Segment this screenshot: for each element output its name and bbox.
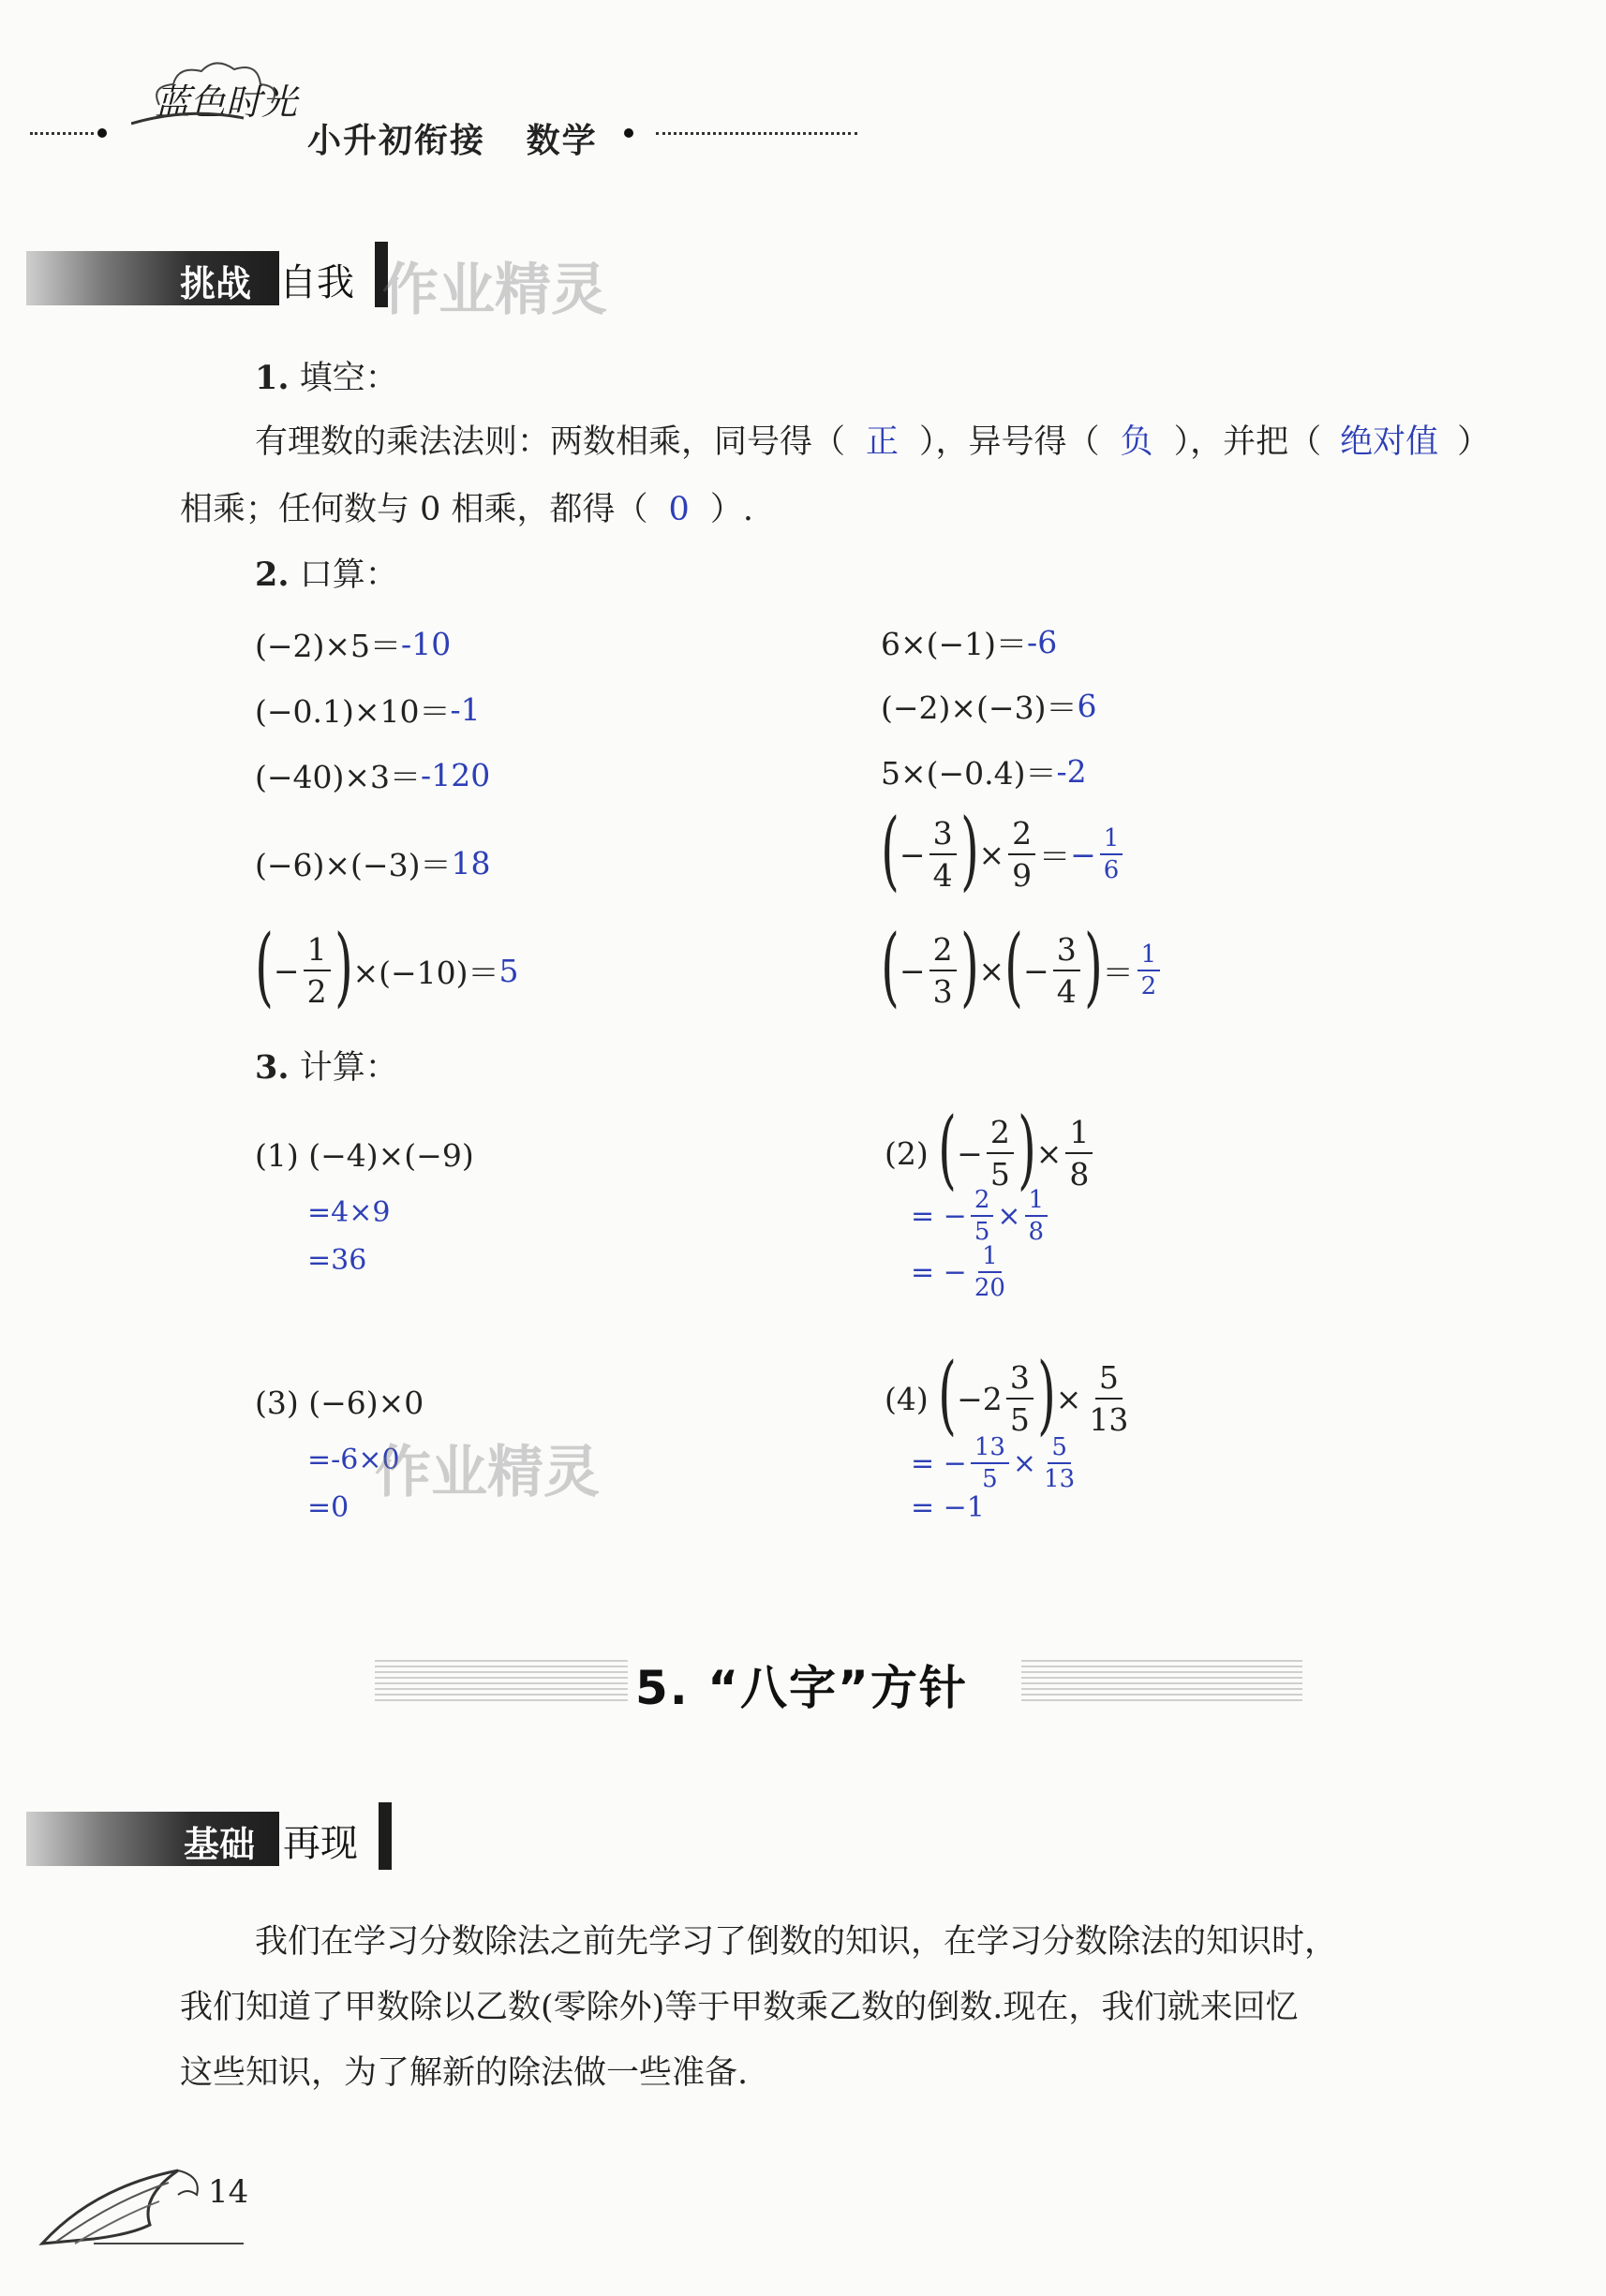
fraction — [1025, 1188, 1048, 1244]
q1-text-1: 有理数的乘法法则：两数相乘，同号得（ — [255, 423, 846, 461]
fraction — [1085, 1359, 1132, 1438]
section-title-strong: 挑战 — [180, 263, 252, 304]
q2-answer: -1 — [450, 691, 481, 728]
q2-expr: (−40)×3＝ — [255, 759, 422, 795]
problem-expr: (−6)×0 — [308, 1385, 424, 1421]
problem-number: (4) — [885, 1380, 929, 1417]
paren-close: ) — [1017, 1099, 1036, 1199]
fraction — [1040, 1435, 1078, 1491]
q2-expr: 5×(−0.4)＝ — [881, 755, 1057, 792]
q1-label: 1. — [255, 359, 290, 397]
frac-num: 1 — [978, 1244, 1002, 1273]
section-bar-end — [379, 1802, 392, 1870]
fraction — [929, 931, 957, 1010]
q2-right-row-3 — [881, 749, 1087, 793]
fraction — [1138, 942, 1161, 999]
frac-den: 6 — [1103, 856, 1120, 884]
q2-answer: 6 — [1077, 688, 1097, 724]
frac-num: 2 — [987, 1117, 1014, 1154]
frac-den: 3 — [932, 973, 953, 1010]
fraction — [971, 1188, 994, 1244]
frac-num: 1 — [1100, 826, 1123, 855]
section-title-strong: 基础 — [184, 1824, 256, 1865]
q3-p3-step-1: =-6×0 — [307, 1444, 400, 1476]
problem-number: (2) — [885, 1134, 929, 1172]
fraction — [1065, 1114, 1093, 1192]
q3-problem-3 — [255, 1385, 424, 1421]
q3-problem-1 — [255, 1137, 474, 1174]
frac-num: 1 — [1025, 1188, 1048, 1217]
q3-p2-step-2: = − $\frac{1}{20}$ — [911, 1244, 1013, 1300]
chapter-title: 5. “八字”方针 — [635, 1661, 968, 1715]
q2-expr: (−2)×(−3)＝ — [881, 689, 1078, 726]
q3-p3-step-2: =0 — [307, 1491, 349, 1524]
paren-close: ) — [959, 916, 979, 1016]
frac-num: 1 — [1065, 1117, 1093, 1154]
q2-expr: 6×(−1)＝ — [881, 626, 1028, 662]
q1-answer-3: 绝对值 — [1340, 423, 1439, 461]
q3-label: 3. — [255, 1048, 290, 1087]
watermark: 作业精灵 — [382, 258, 607, 323]
frac-den: 5 — [1009, 1401, 1030, 1438]
frac-den: 4 — [932, 857, 953, 894]
section-title-light: 再现 — [283, 1822, 358, 1865]
q1-heading — [255, 359, 398, 397]
header-bullet-right — [624, 128, 633, 138]
header-title-part2: 数学 — [526, 121, 598, 160]
paren-close: ) — [1036, 1344, 1056, 1444]
paren-open: ( — [938, 1344, 958, 1444]
chapter-decor-right — [1021, 1660, 1302, 1701]
frac-num: 2 — [1008, 818, 1035, 855]
frac-den: 20 — [974, 1274, 1005, 1302]
q2-answer: 5 — [498, 952, 519, 989]
q2-left-row-5: ( − $\frac{1}{2}$ ) ×(−10)＝ 5 — [255, 916, 519, 1016]
problem-number: (1) — [255, 1137, 299, 1174]
frac-den: 13 — [1044, 1465, 1076, 1493]
paren-close: ) — [959, 800, 979, 900]
q2-left-row-4 — [255, 841, 490, 885]
fraction — [304, 931, 331, 1010]
q2-expr: (−6)×(−3)＝ — [255, 847, 452, 883]
header-bullet-left — [97, 128, 107, 138]
header-title-part1: 小升初衔接 — [307, 121, 486, 160]
q3-problem-4: (4) ( −2 $\frac{3}{5}$ ) × $\frac{5}{13}$ — [885, 1355, 1136, 1442]
frac-den: 2 — [1140, 972, 1157, 1000]
frac-num: 3 — [1053, 934, 1080, 971]
frac-den: 5 — [982, 1465, 998, 1493]
q1-text-3: ），并把（ — [1173, 423, 1322, 461]
fraction — [1100, 826, 1123, 882]
paragraph-line-2: 我们知道了甲数除以乙数(零除外)等于甲数乘乙数的倒数.现在，我们就来回忆 — [180, 1989, 1299, 2026]
logo: 蓝色时光 — [155, 81, 298, 123]
fraction — [971, 1435, 1009, 1491]
frac-num: 13 — [971, 1435, 1009, 1464]
frac-num: 3 — [1006, 1362, 1033, 1400]
q2-expr: (−0.1)×10＝ — [255, 693, 451, 730]
q1-line2 — [180, 491, 753, 528]
mixed-whole: −2 — [957, 1380, 1003, 1417]
q3-title: 计算： — [299, 1049, 398, 1087]
q2-left-row-3 — [255, 753, 490, 797]
q3-p4-step-1: = − $\frac{13}{5}$ × $\frac{5}{13}$ — [911, 1435, 1082, 1491]
frac-den: 9 — [1012, 857, 1033, 894]
q3-heading — [255, 1048, 398, 1087]
q2-left-row-1 — [255, 622, 451, 666]
paragraph-line-1: 我们在学习分数除法之前先学习了倒数的知识，在学习分数除法的知识时， — [255, 1923, 1338, 1961]
section-title-light: 自我 — [279, 261, 354, 304]
q2-right-row-5: ( − $\frac{2}{3}$ ) × ( − $\frac{3}{4}$ ) ＝ $\frac{1}{2}$ — [881, 927, 1164, 1014]
paragraph-line-3: 这些知识，为了解新的除法做一些准备. — [180, 2054, 749, 2092]
watermark: 作业精灵 — [375, 1440, 600, 1505]
fraction — [987, 1114, 1014, 1192]
q3-p1-step-1: =4×9 — [307, 1196, 391, 1229]
frac-num: 1 — [304, 934, 331, 971]
fraction — [971, 1244, 1009, 1300]
frac-num: 2 — [971, 1188, 994, 1217]
q1-text-4: ） — [1457, 423, 1491, 461]
fraction — [1008, 815, 1035, 894]
logo-cloud-icon — [131, 49, 290, 133]
q3-p1-step-2: =36 — [307, 1244, 367, 1277]
q2-answer: -2 — [1056, 753, 1087, 790]
paren-open: ( — [938, 1099, 958, 1199]
q2-right-row-4: ( − $\frac{3}{4}$ ) × $\frac{2}{9}$ ＝ − $\frac{1}{6}$ — [881, 811, 1126, 897]
q2-answer: 18 — [451, 845, 491, 881]
header-rule-right — [656, 132, 857, 135]
chapter-decor-left — [375, 1660, 628, 1701]
q2-right-row-1 — [881, 620, 1057, 664]
frac-num: 1 — [1138, 942, 1161, 971]
q2-expr: (−2)×5＝ — [255, 628, 402, 664]
q1-text-2: ），异号得（ — [919, 423, 1100, 461]
fraction — [1053, 931, 1080, 1010]
q2-title: 口算： — [299, 556, 398, 594]
q2-expr-tail: ×(−10)＝ — [352, 954, 499, 991]
header-rule-left — [30, 132, 94, 135]
paren-open: ( — [1004, 916, 1023, 1016]
q1-answer-1: 正 — [866, 423, 900, 461]
q2-heading — [255, 555, 398, 594]
q2-right-row-2 — [881, 684, 1096, 728]
frac-den: 13 — [1089, 1401, 1129, 1438]
paren-open: ( — [881, 800, 900, 900]
q2-answer: -120 — [421, 757, 491, 793]
page-number: 14 — [208, 2173, 249, 2211]
problem-expr: (−4)×(−9) — [308, 1137, 474, 1174]
q2-answer — [1070, 826, 1126, 882]
q1-title: 填空： — [299, 360, 398, 397]
frac-num: 2 — [929, 934, 957, 971]
q2-answer — [1134, 942, 1165, 999]
frac-den: 8 — [1069, 1156, 1090, 1192]
answer-sign: − — [1070, 836, 1096, 873]
frac-den: 5 — [974, 1218, 990, 1246]
paren-open: ( — [881, 916, 900, 1016]
paren-close: ) — [1083, 916, 1103, 1016]
q3-problem-2: (2) ( − $\frac{2}{5}$ ) × $\frac{1}{8}$ — [885, 1110, 1096, 1196]
q2-label: 2. — [255, 555, 290, 594]
q1-answer-4: 0 — [668, 491, 690, 528]
q3-p4-step-2: = −1 — [911, 1491, 985, 1524]
frac-den: 4 — [1056, 973, 1077, 1010]
frac-num: 5 — [1095, 1362, 1123, 1400]
fraction — [1006, 1359, 1033, 1438]
problem-number: (3) — [255, 1385, 299, 1421]
q1-text-5: 相乘；任何数与 0 相乘，都得（ — [180, 491, 648, 528]
frac-num: 3 — [929, 818, 957, 855]
q2-answer: -10 — [401, 626, 452, 662]
q3-p2-step-1: = − $\frac{2}{5}$ × $\frac{1}{8}$ — [911, 1188, 1051, 1244]
frac-num: 5 — [1048, 1435, 1071, 1464]
paren-open: ( — [255, 916, 274, 1016]
paren-close: ) — [334, 916, 353, 1016]
frac-den: 2 — [306, 973, 327, 1010]
q1-text-6: ）. — [709, 491, 753, 528]
q1-answer-2: 负 — [1120, 423, 1153, 461]
header-title — [307, 114, 598, 162]
fraction — [929, 815, 957, 894]
frac-den: 8 — [1028, 1218, 1045, 1246]
q2-left-row-2 — [255, 688, 481, 732]
q1-line1 — [255, 423, 1491, 461]
q2-answer: -6 — [1027, 624, 1058, 660]
frac-den: 5 — [989, 1156, 1010, 1192]
